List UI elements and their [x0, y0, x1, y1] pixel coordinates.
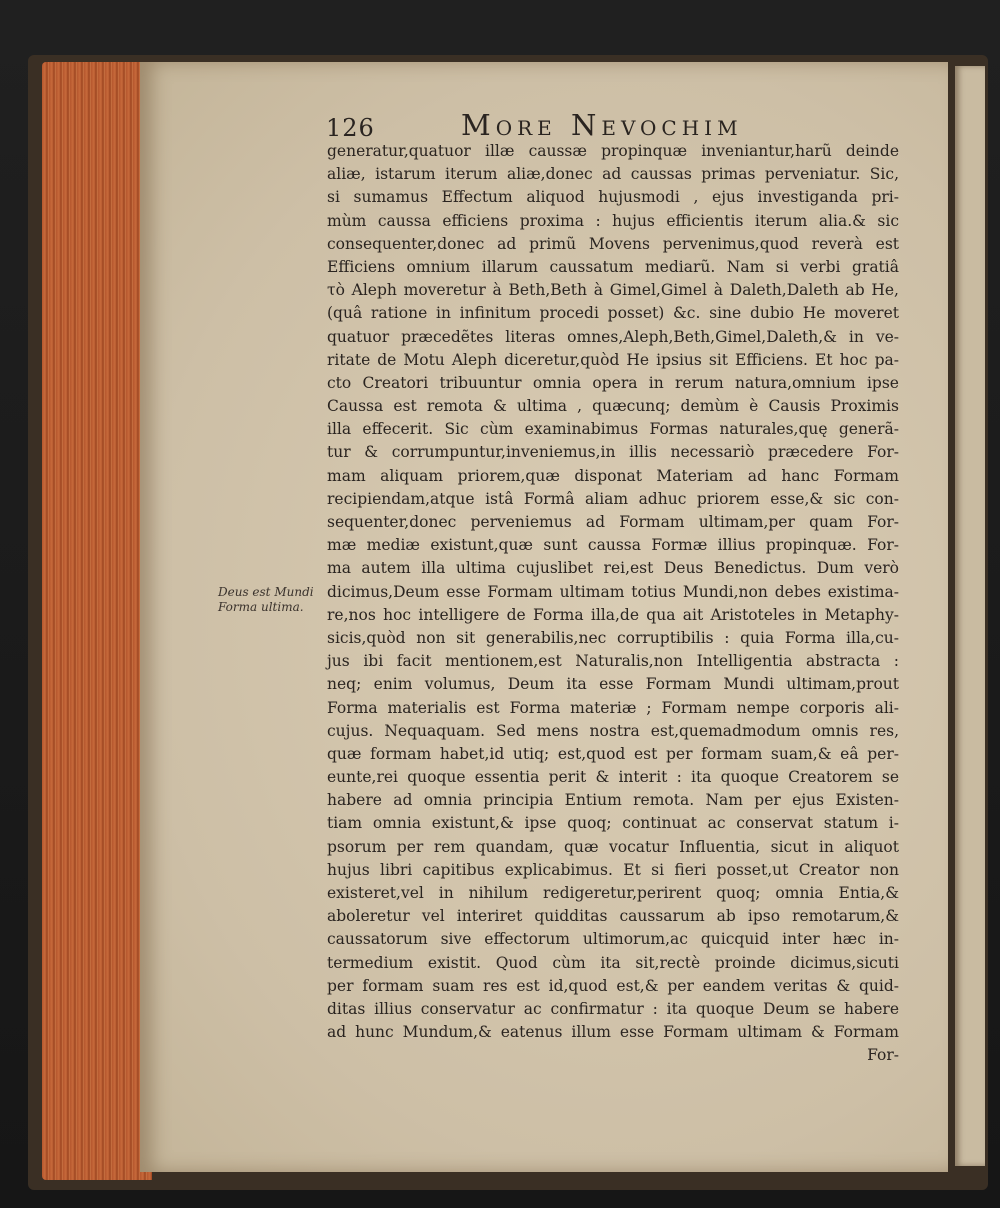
text-line: existeret,vel in nihilum redigeretur,perirent quoq; omnia Entia,& — [327, 884, 899, 902]
page-header — [326, 108, 886, 144]
text-line: hujus libri capitibus explicabimus. Et si fieri posset,ut Creator non — [327, 860, 899, 879]
text-line: cto Creatori tribuuntur omnia opera in rerum natura,omnium ipse — [327, 373, 899, 392]
text-line: cujus. Nequaquam. Sed mens nostra est,quemadmodum omnis res, — [327, 721, 899, 740]
text-line: ad hunc Mundum,& eatenus illum esse Formam ultimam & Formam — [327, 1023, 899, 1042]
text-line: aboleretur vel interiret quidditas caussarum ab ipso remotarum,& — [327, 907, 899, 926]
text-line: τὸ Aleph moveretur à Beth,Beth à Gimel,Gimel à Daleth,Daleth ab He, — [327, 281, 899, 300]
text-line: tur & corrumpuntur,inveniemus,in illis necessariò præcedere For- — [327, 443, 899, 462]
text-line: dicimus,Deum esse Formam ultimam totius Mundi,non debes existima- — [327, 582, 899, 601]
catchword: For- — [867, 1046, 899, 1065]
body-text — [327, 140, 899, 1068]
running-title: More Nevochim — [461, 108, 743, 142]
text-line: mam aliquam priorem,quæ disponat Materiam ad hanc Formam — [327, 466, 899, 485]
text-line: consequenter,donec ad primũ Movens pervenimus,quod reverà est — [327, 234, 899, 253]
text-line: aliæ, istarum iterum aliæ,donec ad caussas primas perveniatur. Sic, — [327, 165, 899, 184]
text-line: quatuor præcedẽtes literas omnes,Aleph,Beth,Gimel,Daleth,& in ve- — [327, 327, 899, 346]
text-line: mùm caussa efficiens proxima : hujus efficientis iterum alia.& sic — [327, 211, 899, 230]
text-line: Efficiens omnium illarum caussatum mediarũ. Nam si verbi gratiâ — [327, 257, 899, 276]
text-line: eunte,rei quoque essentia perit & interit : ita quoque Creatorem se — [327, 768, 899, 787]
text-line: quæ formam habet,id utiq; est,quod est per formam suam,& eâ per- — [327, 744, 899, 763]
text-line: tiam omnia existunt,& ipse quoq; continuat ac conservat statum i- — [327, 814, 899, 833]
text-line: habere ad omnia principia Entium remota. Nam per ejus Existen- — [327, 791, 899, 810]
text-line: caussatorum sive effectorum ultimorum,ac quicquid inter hæc in- — [327, 930, 899, 949]
text-line: mæ mediæ existunt,quæ sunt caussa Formæ illius propinquæ. For- — [327, 536, 899, 555]
text-line: Forma materialis est Forma materiæ ; Formam nempe corporis ali- — [327, 698, 899, 717]
text-line: Caussa est remota & ultima , quæcunq; demùm è Causis Proximis — [327, 397, 899, 416]
text-line: jus ibi facit mentionem,est Naturalis,non Intelligentia abstracta : — [327, 652, 899, 671]
text-line: neq; enim volumus, Deum ita esse Formam Mundi ultimam,prout — [327, 675, 899, 694]
text-line: si sumamus Effectum aliquod hujusmodi , ejus investiganda pri- — [327, 188, 899, 207]
text-line: per formam suam res est id,quod est,& per eandem veritas & quid- — [327, 976, 899, 995]
text-line: sequenter,donec perveniemus ad Formam ultimam,per quam For- — [327, 513, 899, 531]
facing-page-edge — [955, 66, 985, 1166]
text-line: ditas illius conservatur ac confirmatur : ita quoque Deum se habere — [327, 999, 899, 1018]
page-edges — [42, 62, 152, 1180]
text-line: re,nos hoc intelligere de Forma illa,de qua ait Aristoteles in Metaphy- — [327, 605, 899, 624]
margin-note: Deus est Mundi Forma ultima. — [218, 585, 314, 614]
text-line: termedium existit. Quod cùm ita sit,rectè proinde dicimus,sicuti — [327, 953, 899, 972]
text-line: psorum per rem quandam, quæ vocatur Influentia, sicut in aliquot — [327, 837, 899, 856]
text-line: illa effecerit. Sic cùm examinabimus Formas naturales,quę generã- — [327, 420, 899, 439]
text-line: sicis,quòd non sit generabilis,nec corruptibilis : quia Forma illa,cu- — [327, 628, 899, 647]
text-line: generatur,quatuor illæ caussæ propinquæ inveniantur,harũ deinde — [327, 142, 899, 160]
text-line: ma autem illa ultima cujuslibet rei,est Deus Benedictus. Dum verò — [327, 559, 899, 578]
text-line: ritate de Motu Aleph diceretur,quòd He ipsius sit Efficiens. Et hoc pa- — [327, 350, 899, 369]
page-number: 126 — [326, 114, 375, 142]
text-line: recipiendam,atque istâ Formâ aliam adhuc priorem esse,& sic con- — [327, 489, 899, 508]
text-line: (quâ ratione in infinitum procedi posset) &c. sine dubio He moveret — [327, 304, 899, 323]
